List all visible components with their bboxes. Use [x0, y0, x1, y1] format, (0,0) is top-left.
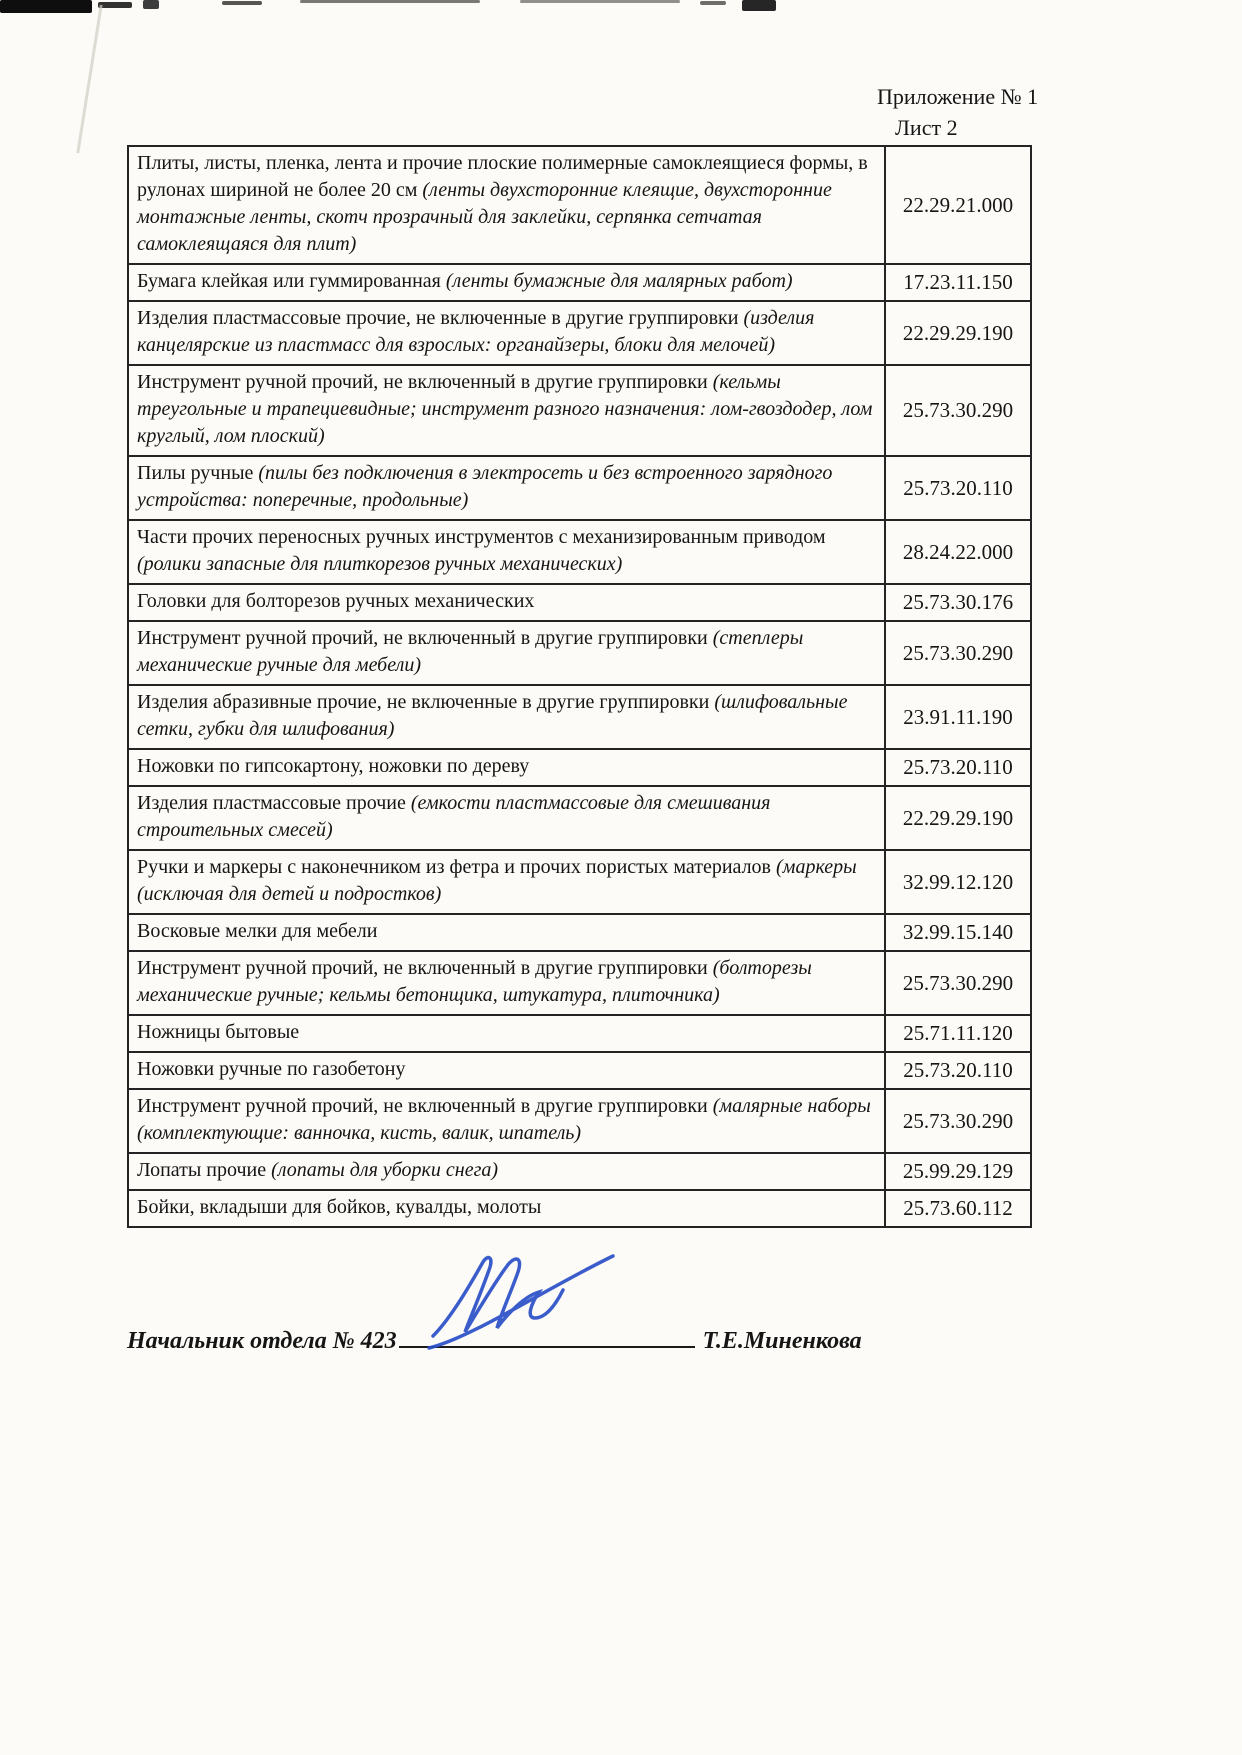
description-text: Лопаты прочие	[137, 1159, 272, 1181]
description-detail-italic: (лопаты для уборки снега)	[271, 1159, 499, 1181]
table-row	[128, 456, 1031, 520]
table-row	[128, 850, 1031, 914]
table-row	[128, 520, 1031, 584]
code-cell: 25.73.30.290	[885, 1089, 1031, 1153]
description-cell	[128, 786, 885, 850]
description-cell	[128, 1153, 885, 1190]
description-cell	[128, 951, 885, 1015]
table-row	[128, 146, 1031, 264]
code-cell: 25.73.30.290	[885, 365, 1031, 456]
code-cell: 32.99.12.120	[885, 850, 1031, 914]
scan-artifact	[700, 1, 726, 5]
description-cell	[128, 749, 885, 786]
description-cell	[128, 456, 885, 520]
code-cell: 25.73.30.290	[885, 621, 1031, 685]
description-cell	[128, 621, 885, 685]
table-row	[128, 621, 1031, 685]
table-row	[128, 264, 1031, 301]
signatory-name: Т.Е.Миненкова	[702, 1328, 862, 1354]
description-text: Бойки, вкладыши для бойков, кувалды, молоты	[137, 1196, 542, 1218]
description-text: Изделия пластмассовые прочие	[137, 792, 411, 814]
description-cell	[128, 584, 885, 621]
description-cell	[128, 1015, 885, 1052]
signature-footer	[127, 1316, 862, 1355]
table-row	[128, 1015, 1031, 1052]
scan-smudge	[76, 5, 102, 154]
code-cell: 23.91.11.190	[885, 685, 1031, 749]
description-cell	[128, 914, 885, 951]
table-row	[128, 685, 1031, 749]
description-text: Плиты, листы, пленка, лента и прочие плоские полимерные самоклеящиеся формы, в рулонах шириной не более 20 см	[137, 152, 868, 201]
description-text: Части прочих переносных ручных инструментов с механизированным приводом	[137, 526, 826, 548]
description-cell	[128, 520, 885, 584]
description-text: Ножовки ручные по газобетону	[137, 1058, 406, 1080]
code-cell: 25.99.29.129	[885, 1153, 1031, 1190]
table-row	[128, 301, 1031, 365]
description-detail-italic: (емкости пластмассовые для смешивания строительных смесей)	[137, 792, 771, 841]
description-detail-italic: (шлифовальные сетки, губки для шлифования)	[137, 691, 848, 740]
code-cell: 25.73.20.110	[885, 749, 1031, 786]
description-text: Изделия пластмассовые прочие, не включенные в другие группировки	[137, 307, 744, 329]
description-cell	[128, 1190, 885, 1227]
description-text: Восковые мелки для мебели	[137, 920, 378, 942]
table-row	[128, 914, 1031, 951]
description-text: Головки для болторезов ручных механических	[137, 590, 535, 612]
description-cell	[128, 850, 885, 914]
description-text: Изделия абразивные прочие, не включенные в другие группировки	[137, 691, 715, 713]
code-cell: 22.29.29.190	[885, 301, 1031, 365]
table-row	[128, 584, 1031, 621]
scan-artifact	[0, 0, 92, 13]
table-row	[128, 1190, 1031, 1227]
description-detail-italic: (маркеры (исключая для детей и подростков)	[137, 856, 857, 905]
description-text: Инструмент ручной прочий, не включенный в другие группировки	[137, 1095, 713, 1117]
table-row	[128, 1153, 1031, 1190]
table-row	[128, 1089, 1031, 1153]
code-cell: 17.23.11.150	[885, 264, 1031, 301]
handwritten-signature-icon	[427, 1252, 617, 1362]
description-detail-italic: (ролики запасные для плиткорезов ручных механических)	[137, 553, 623, 575]
description-cell	[128, 264, 885, 301]
description-detail-italic: (ленты бумажные для малярных работ)	[445, 270, 793, 292]
code-cell: 22.29.21.000	[885, 146, 1031, 264]
description-cell	[128, 685, 885, 749]
description-text: Ножницы бытовые	[137, 1021, 300, 1043]
description-detail-italic: (малярные наборы (комплектующие: ванночка, кисть, валик, шпатель)	[137, 1095, 871, 1144]
description-cell	[128, 365, 885, 456]
table-row	[128, 1052, 1031, 1089]
signature-line	[399, 1316, 695, 1348]
code-cell: 25.73.20.110	[885, 456, 1031, 520]
scan-artifact	[143, 0, 159, 9]
description-detail-italic: (изделия канцелярские из пластмасс для взрослых: органайзеры, блоки для мелочей)	[137, 307, 815, 356]
description-text: Ножовки по гипсокартону, ножовки по дереву	[137, 755, 530, 777]
scan-artifact	[742, 0, 776, 11]
description-detail-italic: (ленты двухсторонние клеящие, двухсторонние монтажные ленты, скотч прозрачный для заклейки, серпянка сетчатая самоклеящаяся для плит)	[137, 179, 832, 255]
code-cell: 25.71.11.120	[885, 1015, 1031, 1052]
description-cell	[128, 301, 885, 365]
description-text: Инструмент ручной прочий, не включенный в другие группировки	[137, 371, 713, 393]
code-cell: 25.73.60.112	[885, 1190, 1031, 1227]
description-detail-italic: (пилы без подключения в электросеть и без встроенного зарядного устройства: поперечные, продольные)	[137, 462, 833, 511]
scan-artifact	[300, 0, 480, 3]
scan-artifact	[222, 1, 262, 5]
code-cell: 22.29.29.190	[885, 786, 1031, 850]
appendix-label: Приложение № 1	[877, 84, 1039, 109]
code-cell: 25.73.20.110	[885, 1052, 1031, 1089]
table-row	[128, 786, 1031, 850]
code-cell: 32.99.15.140	[885, 914, 1031, 951]
code-cell: 25.73.30.176	[885, 584, 1031, 621]
signatory-position: Начальник отдела № 423	[127, 1328, 397, 1354]
description-detail-italic: (кельмы треугольные и трапециевидные; инструмент разного назначения: лом-гвоздодер, лом круглый, лом плоский)	[137, 371, 873, 447]
description-text: Пилы ручные	[137, 462, 259, 484]
table-row	[128, 749, 1031, 786]
table-row	[128, 951, 1031, 1015]
description-detail-italic: (степлеры механические ручные для мебели)	[137, 627, 804, 676]
code-cell: 28.24.22.000	[885, 520, 1031, 584]
codes-table	[127, 145, 1032, 1228]
description-cell	[128, 146, 885, 264]
description-cell	[128, 1089, 885, 1153]
description-text: Бумага клейкая или гуммированная	[137, 270, 446, 292]
scan-artifact	[520, 0, 680, 3]
description-text: Инструмент ручной прочий, не включенный в другие группировки	[137, 957, 713, 979]
description-text: Инструмент ручной прочий, не включенный в другие группировки	[137, 627, 713, 649]
scan-artifact	[98, 2, 132, 8]
code-cell: 25.73.30.290	[885, 951, 1031, 1015]
table-row	[128, 365, 1031, 456]
description-text: Ручки и маркеры с наконечником из фетра и прочих пористых материалов	[137, 856, 777, 878]
sheet-label: Лист 2	[895, 114, 958, 140]
appendix-header	[877, 82, 1038, 144]
description-detail-italic: (болторезы механические ручные; кельмы бетонщика, штукатура, плиточника)	[137, 957, 812, 1006]
description-cell	[128, 1052, 885, 1089]
